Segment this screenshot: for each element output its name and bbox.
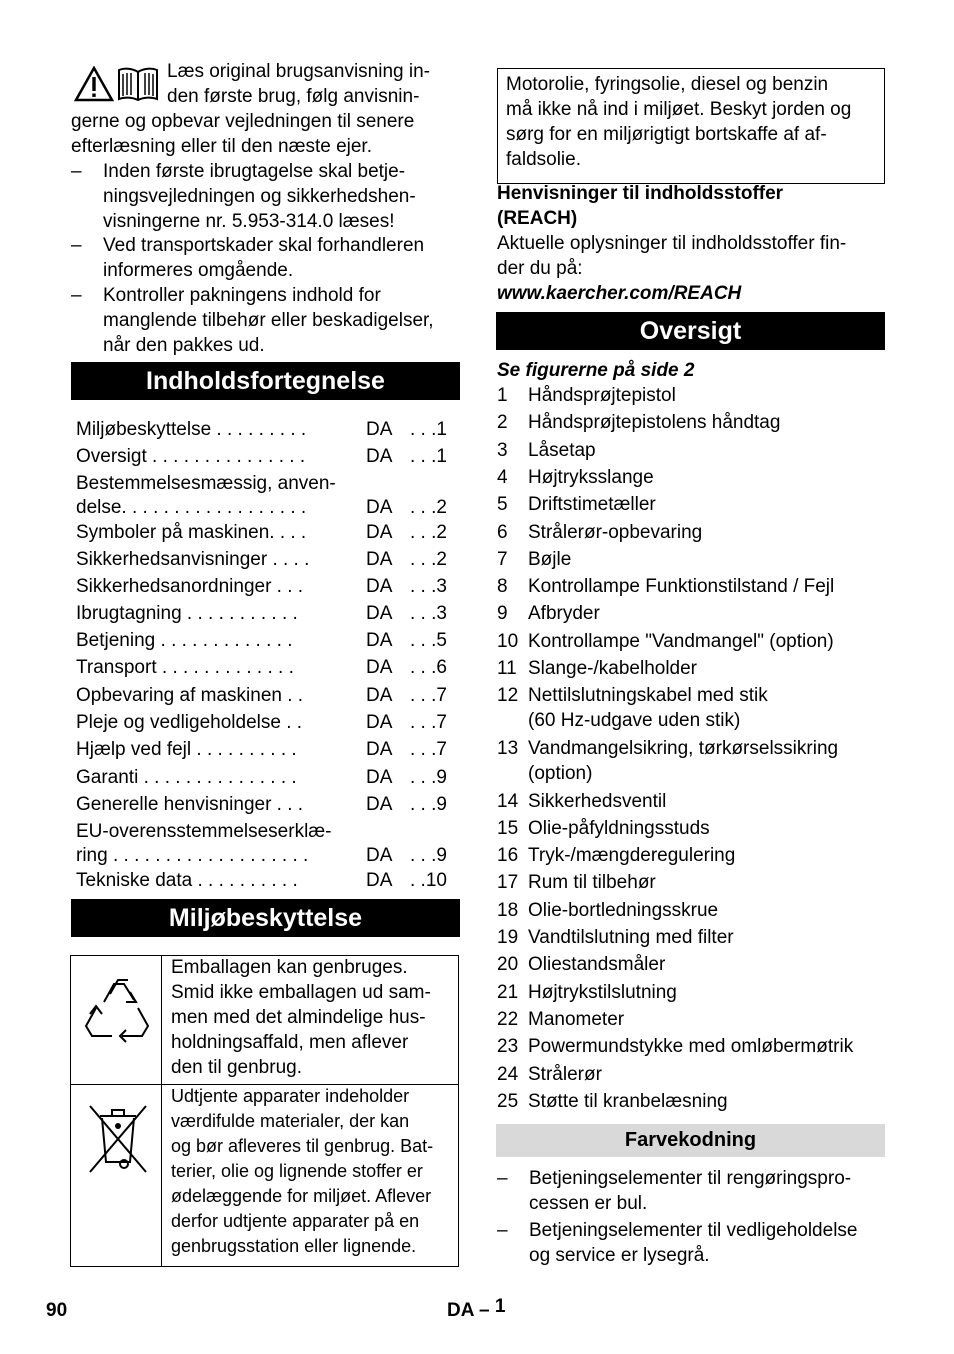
footer-page: 1 <box>494 1296 506 1317</box>
list-item-number: 13 <box>497 737 519 759</box>
list-item-number: 10 <box>497 630 519 652</box>
reach-heading: Henvisninger til indholdsstoffer <box>497 183 784 204</box>
list-item <box>497 383 887 408</box>
toc-page: . .10 <box>410 870 447 891</box>
dash-marker: – <box>71 161 82 182</box>
list-item-number: 4 <box>497 466 508 488</box>
list-item <box>71 159 461 234</box>
toc-label: Bestemmelsesmæssig, anven- <box>76 473 336 494</box>
list-item <box>497 1089 887 1114</box>
toc-page: . . .7 <box>410 712 447 733</box>
manual-book-icon <box>116 66 160 102</box>
list-item <box>497 789 887 814</box>
list-item-text: Olie-påfyldningsstuds <box>528 817 710 839</box>
weee-text-line: og bør afleveres til genbrug. Bat- <box>171 1136 434 1156</box>
list-item <box>497 547 887 572</box>
list-item-number: 14 <box>497 790 519 812</box>
list-item-number: 20 <box>497 954 519 976</box>
toc-label: Garanti . . . . . . . . . . . . . . . <box>76 767 297 788</box>
toc-page: . . .1 <box>410 419 447 440</box>
list-item <box>497 925 887 950</box>
list-item <box>497 1218 887 1268</box>
list-item-line: Kontroller pakningens indhold for <box>103 285 381 306</box>
reach-text: der du på: <box>497 258 583 279</box>
list-item <box>497 816 887 841</box>
toc-label: Pleje og vedligeholdelse . . <box>76 712 303 733</box>
reach-url[interactable]: www.kaercher.com/REACH <box>497 283 742 304</box>
toc-label: Betjening . . . . . . . . . . . . . <box>76 630 293 651</box>
list-item <box>497 952 887 977</box>
list-item-text: Låsetap <box>528 439 596 461</box>
toc-label: ring . . . . . . . . . . . . . . . . . . . <box>76 845 309 866</box>
list-item-text: Strålerør-opbevaring <box>528 521 703 543</box>
recycle-text-line: den til genbrug. <box>171 1057 302 1078</box>
dash-marker: – <box>497 1168 508 1189</box>
crossed-bin-icon <box>84 1100 152 1176</box>
weee-text-line: Udtjente apparater indeholder <box>171 1086 410 1106</box>
list-item-number: 6 <box>497 521 508 543</box>
list-item <box>497 1062 887 1087</box>
list-item <box>497 601 887 626</box>
list-item-number: 2 <box>497 412 508 434</box>
list-item <box>497 438 887 463</box>
list-item-text: Håndsprøjtepistol <box>528 385 676 406</box>
list-item-line: Betjeningselementer til vedligeholdelse <box>529 1220 858 1241</box>
list-item-text: Kontrollampe Funktionstilstand / Fejl <box>528 576 835 598</box>
intro-line: den første brug, følg anvisnin- <box>167 86 420 107</box>
list-item <box>497 898 887 923</box>
list-item-number: 22 <box>497 1008 519 1030</box>
list-item-text: Nettilslutningskabel med stik <box>528 685 768 707</box>
toc-label: Tekniske data . . . . . . . . . . <box>76 870 298 891</box>
toc-lang: DA <box>366 497 393 518</box>
footer-lang <box>447 1296 506 1322</box>
toc-page: . . .6 <box>410 657 447 678</box>
toc-page: . . .1 <box>410 446 447 467</box>
list-item <box>71 283 461 358</box>
toc-lang: DA <box>366 767 393 788</box>
toc-page: . . .9 <box>410 845 447 866</box>
weee-text-line: derfor udtjente apparater på en <box>171 1211 420 1231</box>
toc-page: . . .2 <box>410 522 447 543</box>
list-item-text: Sikkerhedsventil <box>528 790 667 812</box>
recycle-text-line: holdningsaffald, men aflever <box>171 1032 409 1053</box>
toc-page: . . .9 <box>410 767 447 788</box>
toc-label: Miljøbeskyttelse . . . . . . . . . <box>76 419 307 440</box>
list-item-line: informeres omgående. <box>103 260 294 281</box>
toc-lang: DA <box>366 576 393 597</box>
toc-label: Hjælp ved fejl . . . . . . . . . . <box>76 739 297 760</box>
list-item-text: Bøjle <box>528 548 572 570</box>
list-item-text: Powermundstykke med omløbermøtrik <box>528 1036 854 1058</box>
dash-marker: – <box>71 285 82 306</box>
recycle-text-line: Emballagen kan genbruges. <box>171 957 408 978</box>
list-item <box>497 410 887 435</box>
list-item-text: Manometer <box>528 1008 625 1030</box>
toc-page: . . .3 <box>410 576 447 597</box>
list-item-line: ningsvejledningen og sikkerhedshen- <box>103 186 416 207</box>
toc-page: . . .5 <box>410 630 447 651</box>
toc-label: delse. . . . . . . . . . . . . . . . . . <box>76 497 307 518</box>
intro-line: Læs original brugsanvisning in- <box>167 61 430 82</box>
dash-marker: – <box>71 235 82 256</box>
list-item-number: 18 <box>497 899 519 921</box>
list-item-text: Driftstimetæller <box>528 494 656 516</box>
dash-marker: – <box>497 1220 508 1241</box>
list-item-number: 9 <box>497 603 508 625</box>
reach-heading: (REACH) <box>497 208 578 229</box>
toc-lang: DA <box>366 870 393 891</box>
list-item-text: Højtrykstilslutning <box>528 981 677 1003</box>
toc-page: . . .3 <box>410 603 447 624</box>
list-item-line: når den pakkes ud. <box>103 335 265 356</box>
list-item-line: Betjeningselementer til rengøringspro- <box>529 1168 852 1189</box>
list-item-text: (option) <box>528 762 593 784</box>
list-item-text: (60 Hz-udgave uden stik) <box>528 710 741 732</box>
list-item-number: 3 <box>497 439 508 461</box>
list-item <box>71 233 461 283</box>
recycle-icon <box>80 972 156 1048</box>
list-item-number: 21 <box>497 981 519 1003</box>
toc-label: Sikkerhedsanordninger . . . <box>76 576 304 597</box>
list-item-number: 25 <box>497 1090 519 1112</box>
list-item <box>497 683 887 733</box>
list-item-line: Inden første ibrugtagelse skal betje- <box>103 161 406 182</box>
intro-line: efterlæsning eller til den næste ejer. <box>71 136 372 157</box>
toc-page: . . .2 <box>410 497 447 518</box>
toc-lang: DA <box>366 712 393 733</box>
toc-lang: DA <box>366 549 393 570</box>
toc-lang: DA <box>366 522 393 543</box>
list-item <box>497 980 887 1005</box>
overview-heading: Oversigt <box>496 312 885 350</box>
list-item-text: Strålerør <box>528 1063 602 1085</box>
toc-lang: DA <box>366 419 393 440</box>
list-item <box>497 870 887 895</box>
toc-label: Generelle henvisninger . . . <box>76 794 304 815</box>
overview-subtitle: Se figurerne på side 2 <box>497 360 695 381</box>
footer-dash: – <box>479 1300 490 1321</box>
list-item-line: manglende tilbehør eller beskadigelser, <box>103 310 434 331</box>
weee-text-line: genbrugsstation eller lignende. <box>171 1236 417 1256</box>
weee-text-line: værdifulde materialer, der kan <box>171 1111 410 1131</box>
list-item-text: Vandtilslutning med filter <box>528 927 734 948</box>
weee-text-line: ødelæggende for miljøet. Aflever <box>171 1186 432 1206</box>
toc-label: EU-overensstemmelseserklæ- <box>76 821 332 842</box>
list-item-text: Afbryder <box>528 603 600 625</box>
toc-label: Sikkerhedsanvisninger . . . . <box>76 549 310 570</box>
env-heading: Miljøbeskyttelse <box>71 899 460 937</box>
table-divider <box>161 955 162 1266</box>
list-item-line: Ved transportskader skal forhandleren <box>103 235 425 256</box>
list-item <box>497 656 887 681</box>
list-item-number: 7 <box>497 548 508 570</box>
oil-text-line: sørg for en miljørigtigt bortskaffe af af- <box>506 124 827 145</box>
list-item <box>497 1007 887 1032</box>
list-item <box>497 1166 887 1216</box>
recycle-text-line: Smid ikke emballagen ud sam- <box>171 982 431 1003</box>
list-item <box>497 520 887 545</box>
reach-text: Aktuelle oplysninger til indholdsstoffer fin- <box>497 233 847 254</box>
toc-lang: DA <box>366 845 393 866</box>
list-item <box>497 629 887 654</box>
list-item <box>497 574 887 599</box>
list-item <box>497 492 887 517</box>
oil-text-line: Motorolie, fyringsolie, diesel og benzin <box>506 74 829 95</box>
color-coding-heading: Farvekodning <box>496 1124 885 1157</box>
weee-text-line: terier, olie og lignende stoffer er <box>171 1161 423 1181</box>
list-item-text: Håndsprøjtepistolens håndtag <box>528 412 781 434</box>
list-item-text: Støtte til kranbelæsning <box>528 1090 728 1112</box>
toc-lang: DA <box>366 630 393 651</box>
list-item-number: 11 <box>497 658 517 679</box>
toc-heading: Indholdsfortegnelse <box>71 362 460 400</box>
list-item-number: 23 <box>497 1036 519 1058</box>
toc-lang: DA <box>366 446 393 467</box>
list-item-number: 16 <box>497 845 519 867</box>
list-item-text: Kontrollampe "Vandmangel" (option) <box>528 630 834 652</box>
list-item <box>497 1034 887 1059</box>
footer-lang-code: DA <box>447 1300 474 1321</box>
list-item-number: 8 <box>497 576 508 598</box>
list-item-number: 15 <box>497 817 519 839</box>
list-item-line: visningerne nr. 5.953-314.0 læses! <box>103 211 395 232</box>
list-item-text: Højtryksslange <box>528 466 654 488</box>
toc-label: Ibrugtagning . . . . . . . . . . . <box>76 603 298 624</box>
toc-label: Symboler på maskinen. . . . <box>76 522 307 543</box>
list-item-line: cessen er bul. <box>529 1193 648 1214</box>
list-item <box>497 465 887 490</box>
list-item <box>497 843 887 868</box>
recycle-text-line: men med det almindelige hus- <box>171 1007 426 1028</box>
toc-lang: DA <box>366 794 393 815</box>
toc-label: Transport . . . . . . . . . . . . . <box>76 657 294 678</box>
list-item-text: Tryk-/mængderegulering <box>528 845 736 867</box>
toc-lang: DA <box>366 603 393 624</box>
list-item-number: 12 <box>497 685 519 707</box>
list-item-number: 19 <box>497 927 519 948</box>
toc-lang: DA <box>366 739 393 760</box>
toc-label: Opbevaring af maskinen . . <box>76 685 304 706</box>
intro-line: gerne og opbevar vejledningen til senere <box>71 111 415 132</box>
list-item-number: 5 <box>497 494 508 516</box>
list-item-text: Olie-bortledningsskrue <box>528 899 719 921</box>
list-item-text: Oliestandsmåler <box>528 954 666 976</box>
toc-label: Oversigt . . . . . . . . . . . . . . . <box>76 446 306 467</box>
toc-page: . . .2 <box>410 549 447 570</box>
toc-page: . . .9 <box>410 794 447 815</box>
oil-text-line: faldsolie. <box>506 149 581 170</box>
page-number: 90 <box>46 1300 68 1321</box>
list-item-number: 1 <box>497 385 508 406</box>
list-item <box>497 736 887 786</box>
toc-page: . . .7 <box>410 685 447 706</box>
list-item-text: Rum til tilbehør <box>528 872 656 894</box>
toc-lang: DA <box>366 657 393 678</box>
list-item-text: Vandmangelsikring, tørkørselssikring <box>528 737 839 759</box>
toc-lang: DA <box>366 685 393 706</box>
oil-text-line: må ikke nå ind i miljøet. Beskyt jorden og <box>506 99 852 120</box>
list-item-text: Slange-/kabelholder <box>528 658 698 679</box>
list-item-line: og service er lysegrå. <box>529 1245 710 1266</box>
list-item-number: 24 <box>497 1063 519 1085</box>
list-item-number: 17 <box>497 872 519 894</box>
toc-page: . . .7 <box>410 739 447 760</box>
warning-triangle-icon <box>74 66 114 102</box>
